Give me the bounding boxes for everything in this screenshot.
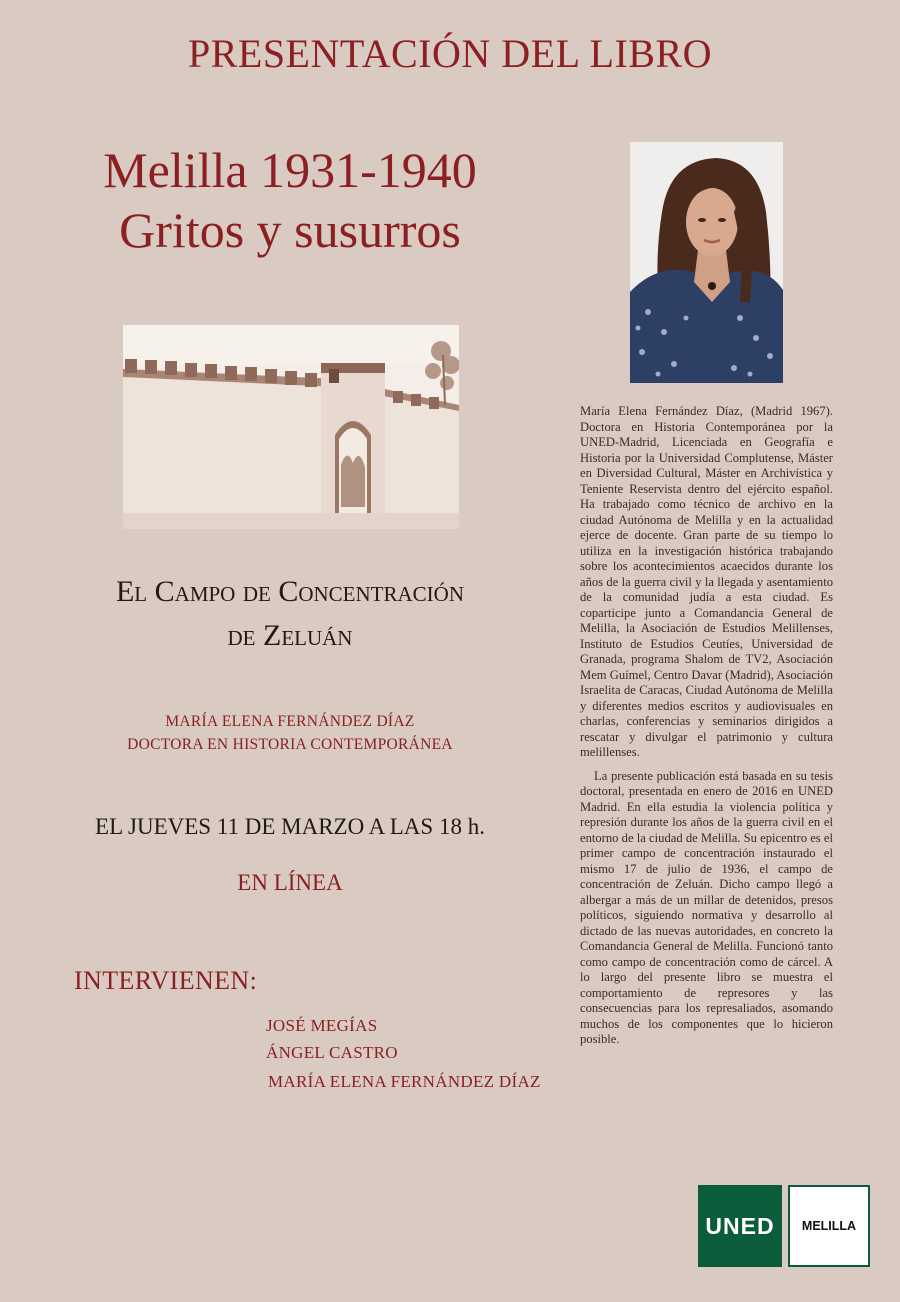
book-subtitle-line1: El Campo de Concentración bbox=[115, 575, 464, 608]
book-subtitle bbox=[40, 570, 540, 658]
author-name: MARÍA ELENA FERNÁNDEZ DÍAZ bbox=[165, 713, 415, 730]
bio-paragraph: María Elena Fernández Díaz, (Madrid 1967). Doctora en Historia Contemporánea por la UNED-Madrid, Licenciada en Geografía e Historia por la Universidad Complutense, Máster en Diversidad Cultural, Máster en Archivística y Teniente Reservista dentro del ejército español. Ha trabajado como técnico de archivo en la ciudad Autónoma de Melilla y en la actualidad ejerce de docente. Gran parte de su tiempo lo utiliza en la investigación histórica trabajando sobre los acontecimientos acaecidos durante los años de la guerra civil y la llegada y asentamiento de la comunidad judía a esta ciudad. Es coparticipe junto a Comandancia General de Melilla, la Asociación de Estudios Melillenses, Instituto de Estudios Ceutíes, Universidad de Granada, programa Shalom de TV2, Asociación Mem Guímel, Centro Davar (Madrid), Asociación Israelita de Caracas, Ciudad Autónoma de Melilla y diferentes medios escritos y audiovisuales en charlas, conferencias y seminarios dirigidos a rescatar y divulgar el patrimonio y cultura melillenses. bbox=[580, 404, 833, 759]
speakers-heading: INTERVIENEN: bbox=[74, 966, 258, 995]
author-photo bbox=[630, 142, 783, 383]
author-biography bbox=[580, 404, 833, 1056]
book-title-line1: Melilla 1931-1940 bbox=[103, 142, 477, 198]
event-mode: EN LÍNEA bbox=[237, 870, 343, 895]
event-date: EL JUEVES 11 DE MARZO A LAS 18 h. bbox=[95, 814, 485, 839]
author-credit bbox=[40, 710, 540, 756]
uned-logo: UNED bbox=[698, 1185, 782, 1267]
author-portrait-illustration bbox=[630, 142, 783, 383]
book-title-line2: Gritos y susurros bbox=[119, 202, 461, 258]
melilla-logo: MELILLA bbox=[788, 1185, 870, 1267]
speaker-item: ÁNGEL CASTRO bbox=[266, 1043, 398, 1062]
book-subtitle-line2: de Zeluán bbox=[227, 619, 353, 652]
speaker-item: JOSÉ MEGÍAS bbox=[266, 1016, 378, 1035]
fortress-photo bbox=[123, 325, 459, 529]
fortress-illustration bbox=[123, 325, 459, 529]
page-title: PRESENTACIÓN DEL LIBRO bbox=[187, 31, 713, 76]
bio-paragraph: La presente publicación está basada en su tesis doctoral, presentada en enero de 2016 en UNED Madrid. En ella estudia la violencia política y represión durante los años de la guerra civil en el entorno de la ciudad de Melilla. Su epicentro es el primer campo de concentración instaurado el mismo 17 de julio de 1936, el campo de concentración de Zeluán. Dicho campo llegó a albergar a más de un millar de detenidos, presos políticos, siguiendo normativa y desarrollo al dictado de las nuevas autoridades, en concreto la Comandancia General de Melilla. Funcionó tanto como campo de concentración como de cárcel. A lo largo del presente libro se muestra el comportamiento de represores y las consecuencias para los represaliados, asomando muchos de los componentes que lo hicieron posible. bbox=[580, 768, 833, 1046]
speaker-item: MARÍA ELENA FERNÁNDEZ DÍAZ bbox=[268, 1072, 541, 1091]
author-role: DOCTORA EN HISTORIA CONTEMPORÁNEA bbox=[127, 736, 453, 753]
book-title bbox=[40, 140, 540, 260]
